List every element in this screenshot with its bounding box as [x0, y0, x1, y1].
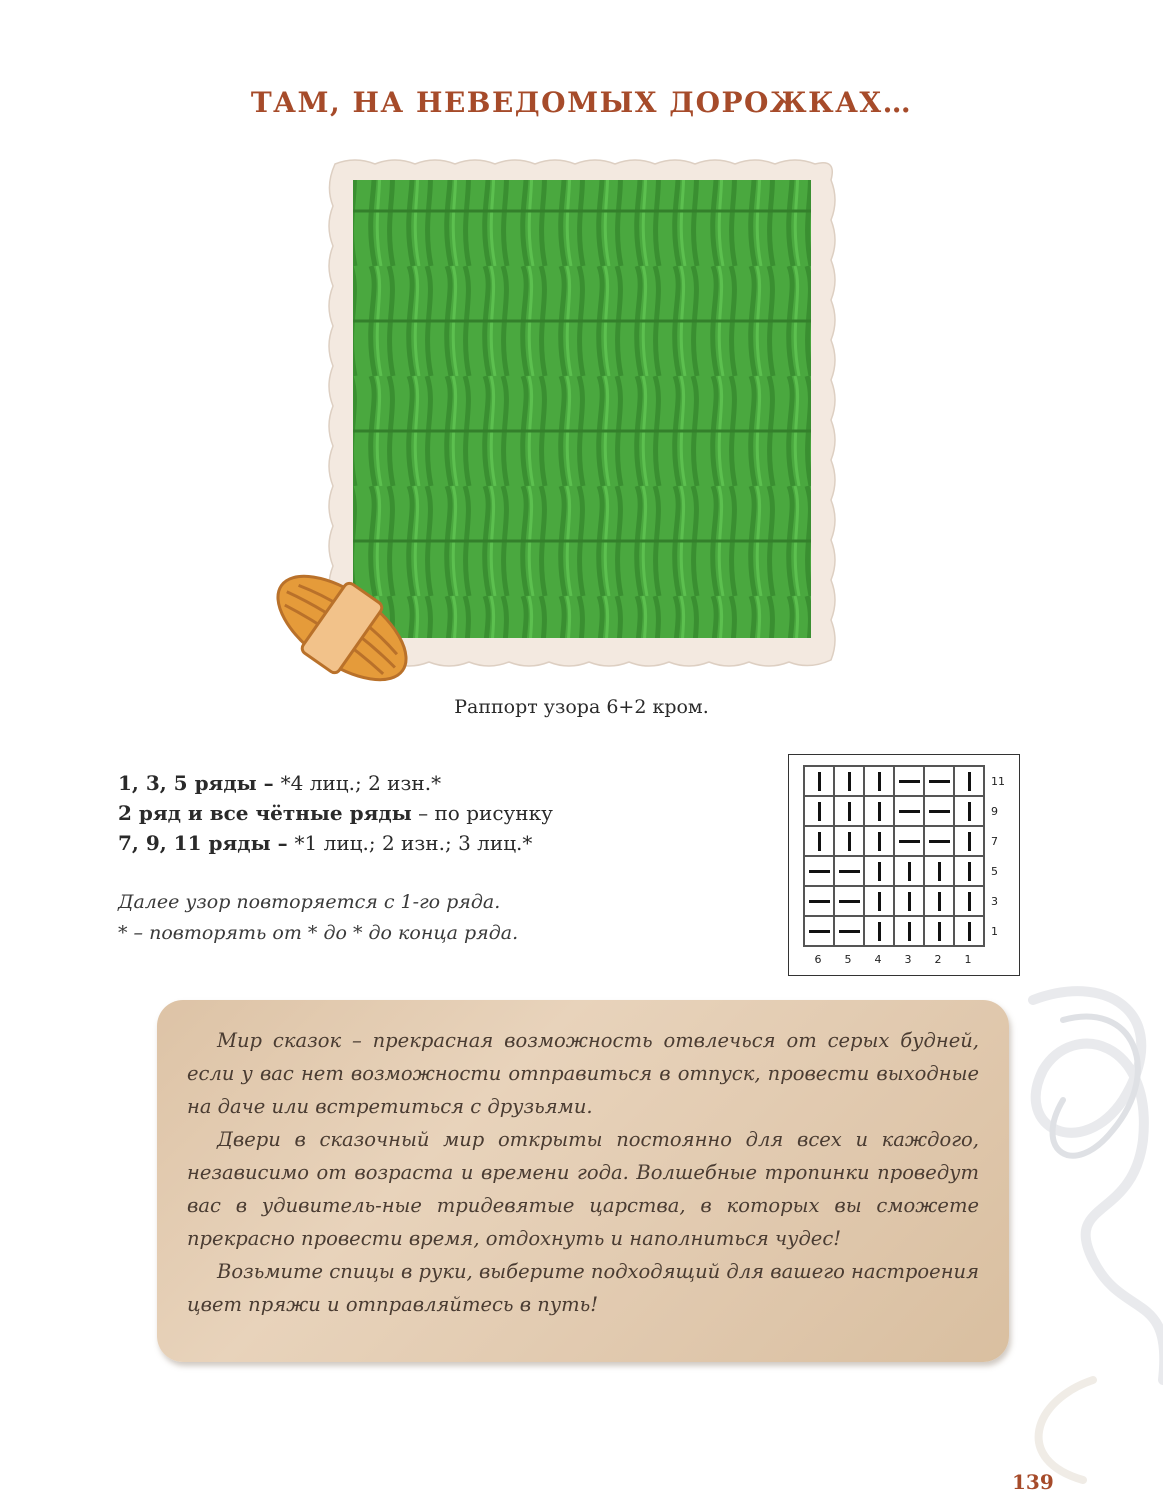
knit-stitch-symbol: [834, 796, 864, 826]
knit-stitch-symbol: [954, 826, 984, 856]
pattern-notes: [118, 887, 518, 949]
knit-stitch-symbol: [954, 856, 984, 886]
purl-stitch-symbol: [834, 856, 864, 886]
instruction-line: 1, 3, 5 ряды – *4 лиц.; 2 изн.*: [118, 771, 442, 795]
chart-row-number: 11: [991, 775, 1005, 788]
knit-stitch-symbol: [924, 916, 954, 946]
knit-stitch-symbol: [864, 856, 894, 886]
chart-row-number: 1: [991, 925, 998, 938]
chart-column-number: 6: [814, 953, 822, 966]
knit-stitch-symbol: [924, 856, 954, 886]
knit-stitch-symbol: [834, 826, 864, 856]
row-instructions: [118, 768, 553, 858]
pattern-caption: Раппорт узора 6+2 кром.: [454, 696, 709, 718]
story-paragraph: Мир сказок – прекрасная возможность отвлечься от серых будней, если у вас нет возможности отправиться в отпуск, провести выходные на даче или встретиться с друзьями.: [187, 1029, 979, 1118]
knit-stitch-symbol: [894, 856, 924, 886]
chart-column-number: 1: [964, 953, 972, 966]
chart-column-labels: [803, 953, 983, 966]
knit-stitch-symbol: [954, 796, 984, 826]
instruction-line: 2 ряд и все чётные ряды – по рисунку: [118, 801, 553, 825]
knit-stitch-symbol: [804, 766, 834, 796]
story-paragraph: Двери в сказочный мир открыты постоянно для всех и каждого, независимо от возраста и времени года. Волшебные тропинки проведут вас в удивитель-ные тридевятые царства, в которых вы сможете прекрасно провести время, отдохнуть и наполниться чудес!: [187, 1128, 979, 1250]
knit-stitch-symbol: [864, 886, 894, 916]
chart-column-number: 2: [934, 953, 942, 966]
knit-stitch-symbol: [864, 766, 894, 796]
purl-stitch-symbol: [804, 856, 834, 886]
chart-column-number: 5: [844, 953, 852, 966]
chart-column-number: 3: [904, 953, 912, 966]
note-line: * – повторять от * до * до конца ряда.: [118, 922, 519, 944]
story-panel: [157, 1000, 1009, 1362]
purl-stitch-symbol: [894, 826, 924, 856]
knit-stitch-symbol: [864, 826, 894, 856]
knit-stitch-symbol: [954, 886, 984, 916]
chart-grid: [803, 765, 985, 947]
purl-stitch-symbol: [924, 796, 954, 826]
story-paragraph: Возьмите спицы в руки, выберите подходящий для вашего настроения цвет пряжи и отправляйтесь в путь!: [187, 1260, 980, 1316]
chart-row-number: 7: [991, 835, 998, 848]
story-text: [187, 1024, 979, 1321]
purl-stitch-symbol: [834, 916, 864, 946]
knit-stitch-symbol: [834, 766, 864, 796]
knitting-chart: [788, 754, 1020, 976]
knit-stitch-symbol: [804, 796, 834, 826]
chart-row-number: 3: [991, 895, 998, 908]
instruction-line: 7, 9, 11 ряды – *1 лиц.; 2 изн.; 3 лиц.*: [118, 831, 533, 855]
knit-stitch-symbol: [864, 916, 894, 946]
purl-stitch-symbol: [894, 766, 924, 796]
purl-stitch-symbol: [894, 796, 924, 826]
purl-stitch-symbol: [804, 916, 834, 946]
page-number: 139: [1012, 1470, 1054, 1494]
purl-stitch-symbol: [924, 826, 954, 856]
chart-column-number: 4: [874, 953, 882, 966]
chart-row-number: 5: [991, 865, 998, 878]
knit-stitch-symbol: [954, 766, 984, 796]
knit-stitch-symbol: [804, 826, 834, 856]
purl-stitch-symbol: [834, 886, 864, 916]
knit-stitch-symbol: [894, 916, 924, 946]
page-title: ТАМ, НА НЕВЕДОМЫХ ДОРОЖКАХ…: [250, 86, 913, 119]
chart-row-number: 9: [991, 805, 998, 818]
knit-stitch-symbol: [954, 916, 984, 946]
note-line: Далее узор повторяется с 1-го ряда.: [118, 891, 501, 913]
knit-stitch-symbol: [864, 796, 894, 826]
purl-stitch-symbol: [804, 886, 834, 916]
knit-stitch-symbol: [924, 886, 954, 916]
knit-stitch-symbol: [894, 886, 924, 916]
yarn-skein-icon: [262, 548, 422, 708]
purl-stitch-symbol: [924, 766, 954, 796]
